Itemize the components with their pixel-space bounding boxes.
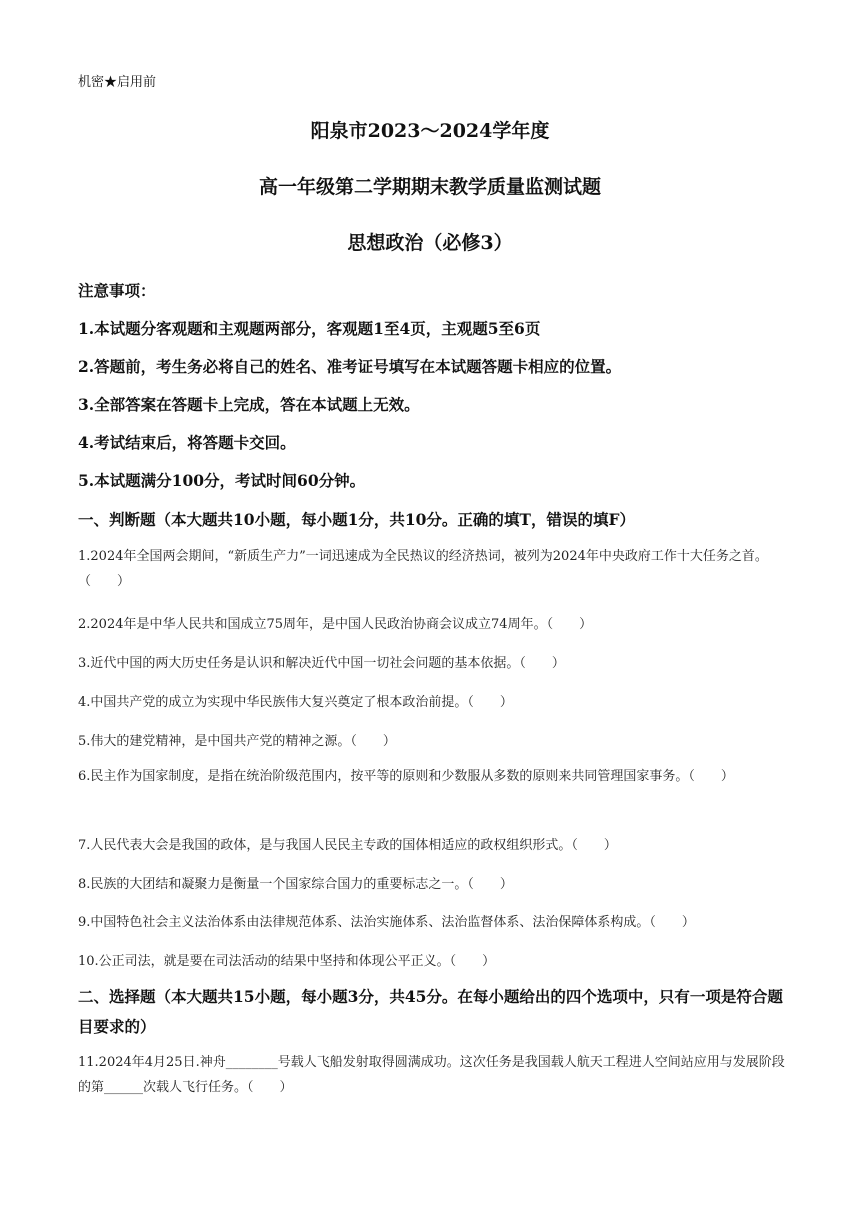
note-item-5: 5.本试题满分100分，考试时间60分钟。 <box>78 471 366 490</box>
question-9: 9.中国特色社会主义法治体系由法律规范体系、法治实施体系、法治监督体系、法治保障体系构成。（ ） <box>78 915 695 930</box>
note-item-3: 3.全部答案在答题卡上完成，答在本试题上无效。 <box>78 395 420 414</box>
notes-heading: 注意事项： <box>78 281 156 300</box>
exam-title-line-1: 阳泉市2023～2024学年度 <box>310 120 550 142</box>
question-10: 10.公正司法，就是要在司法活动的结果中坚持和体现公平正义。（ ） <box>78 954 496 969</box>
note-item-4: 4.考试结束后，将答题卡交回。 <box>78 433 296 452</box>
section-1-heading: 一、判断题（本大题共10小题，每小题1分，共10分。正确的填T，错误的填F） <box>78 510 635 529</box>
question-6: 6.民主作为国家制度，是指在统治阶级范围内，按平等的原则和少数服从多数的原则来共同管理国家事务。（ ） <box>78 769 734 784</box>
question-1: 1.2024年全国两会期间，“新质生产力”一词迅速成为全民热议的经济热词，被列为2024年中央政府工作十大任务之首。（ ） <box>78 549 768 589</box>
question-7: 7.人民代表大会是我国的政体，是与我国人民民主专政的国体相适应的政权组织形式。（ ） <box>78 838 617 853</box>
note-item-1: 1.本试题分客观题和主观题两部分，客观题1至4页，主观题5至6页 <box>78 319 541 338</box>
question-8: 8.民族的大团结和凝聚力是衡量一个国家综合国力的重要标志之一。（ ） <box>78 877 513 892</box>
question-4: 4.中国共产党的成立为实现中华民族伟大复兴奠定了根本政治前提。（ ） <box>78 695 513 710</box>
exam-title-line-2: 高一年级第二学期期末教学质量监测试题 <box>258 176 601 198</box>
confidential-label: 机密★启用前 <box>78 75 157 90</box>
section-2-heading: 二、选择题（本大题共15小题，每小题3分，共45分。在每小题给出的四个选项中，只有一项是符合题目要求的） <box>78 987 783 1036</box>
question-3: 3.近代中国的两大历史任务是认识和解决近代中国一切社会问题的基本依据。（ ） <box>78 656 565 671</box>
question-5: 5.伟大的建党精神，是中国共产党的精神之源。（ ） <box>78 734 396 749</box>
question-2: 2.2024年是中华人民共和国成立75周年，是中国人民政治协商会议成立74周年。（ ） <box>78 617 593 632</box>
question-11: 11.2024年4月25日.神舟________号载人飞船发射取得圆满成功。这次任务是我国载人航天工程进人空间站应用与发展阶段的第______次载人飞行任务。（ ） <box>78 1055 785 1095</box>
exam-subject-title: 思想政治（必修3） <box>347 232 513 254</box>
note-item-2: 2.答题前，考生务必将自己的姓名、准考证号填写在本试题答题卡相应的位置。 <box>78 357 622 376</box>
